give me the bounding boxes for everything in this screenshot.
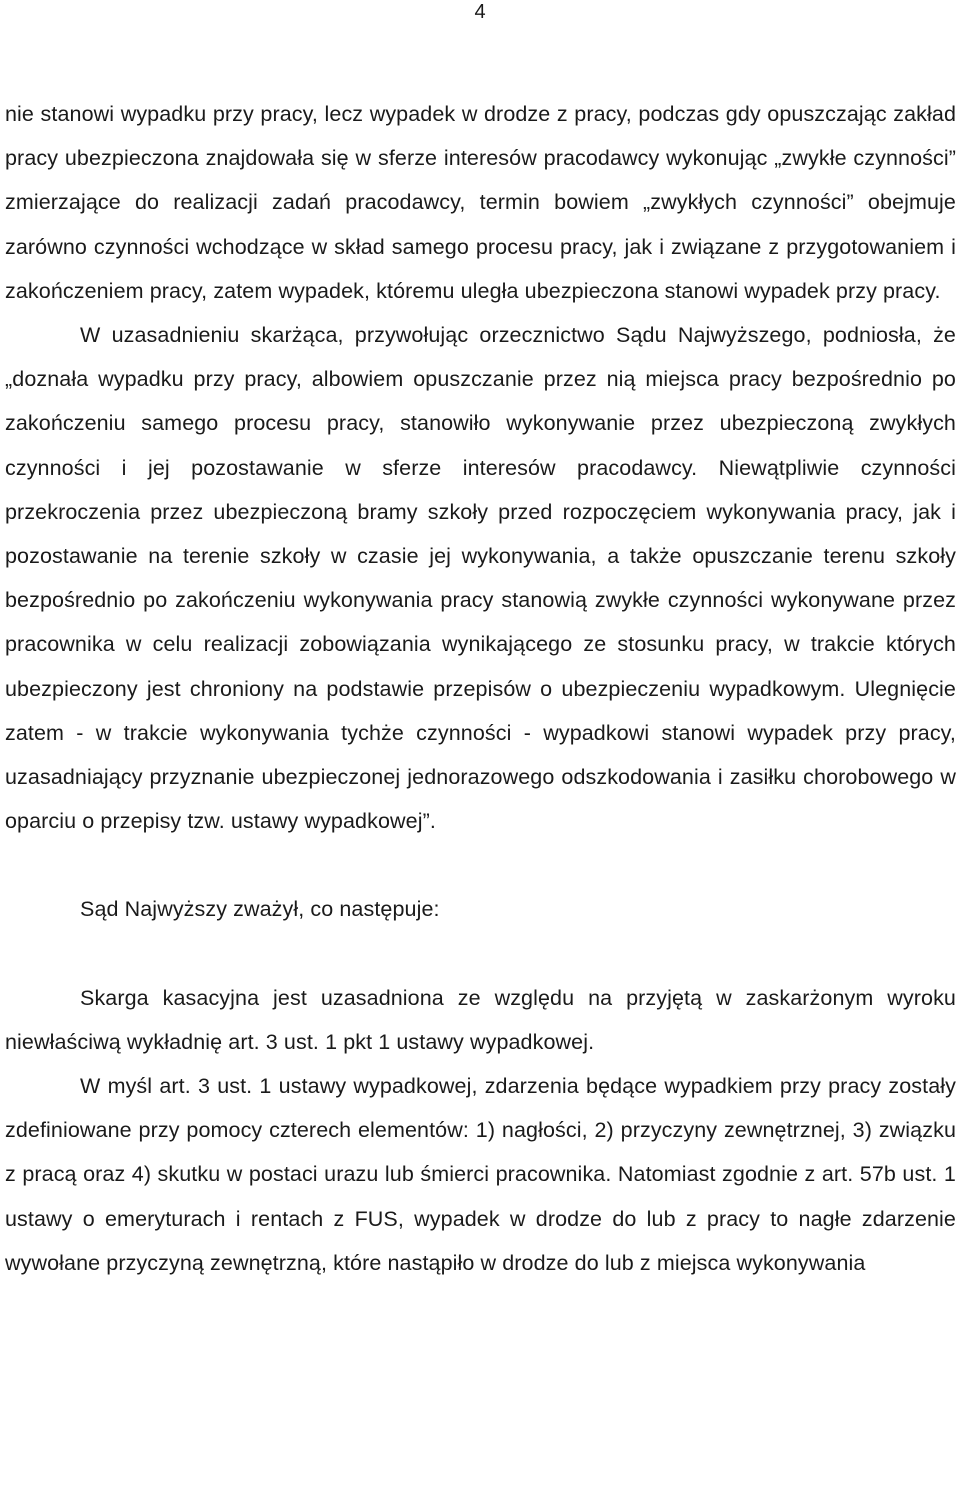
page-number: 4 xyxy=(474,1,486,23)
paragraph-4: W myśl art. 3 ust. 1 ustawy wypadkowej, zdarzenia będące wypadkiem przy pracy zostały zdefiniowane przy pomocy czterech elementów: 1) nagłości, 2) przyczyny zewnętrznej, 3) związku z pracą oraz 4) skutku w postaci urazu lub śmierci pracownika. Natomiast zgodnie z art. 57b ust. 1 ustawy o emeryturach i rentach z FUS, wypadek w drodze do lub z pracy to nagłe zdarzenie wywołane przyczyną zewnętrzną, które nastąpiło w drodze do lub z miejsca wykonywania xyxy=(5,1074,956,1275)
paragraph-spacer xyxy=(5,843,956,887)
section-heading: Sąd Najwyższy zważył, co następuje: xyxy=(80,897,440,922)
paragraph-2: W uzasadnieniu skarżąca, przywołując orzecznictwo Sądu Najwyższego, podniosła, że „doznała wypadku przy pracy, albowiem opuszczanie przez nią miejsca pracy bezpośrednio po zakończeniu samego procesu pracy, stanowiło wykonywanie przez ubezpieczoną zwykłych czynności i jej pozostawanie w sferze interesów pracodawcy. Niewątpliwie czynności przekroczenia przez ubezpieczoną bramy szkoły przed rozpoczęciem wykonywania pracy, jak i pozostawanie na terenie szkoły w czasie jej wykonywania, a także opuszczanie terenu szkoły bezpośrednio po zakończeniu wykonywania pracy stanowią zwykłe czynności wykonywane przez pracownika w celu realizacji zobowiązania wynikającego ze stosunku pracy, w trakcie których ubezpieczony jest chroniony na podstawie przepisów o ubezpieczeniu wypadkowym. Ulegnięcie zatem - w trakcie wykonywania tychże czynności - wypadkowi stanowi wypadek przy pracy, uzasadniający przyznanie ubezpieczonej jednorazowego odszkodowania i zasiłku chorobowego w oparciu o przepisy tzw. ustawy wypadkowej”. xyxy=(5,323,956,834)
paragraph-3: Skarga kasacyjna jest uzasadniona ze względu na przyjętą w zaskarżonym wyroku niewłaściwą wykładnię art. 3 ust. 1 pkt 1 ustawy wypadkowej. xyxy=(5,985,956,1054)
document-body xyxy=(5,92,956,1285)
paragraph-spacer xyxy=(5,932,956,976)
paragraph-1: nie stanowi wypadku przy pracy, lecz wypadek w drodze z pracy, podczas gdy opuszczając zakład pracy ubezpieczona znajdowała się w sferze interesów pracodawcy wykonując „zwykłe czynności” zmierzające do realizacji zadań pracodawcy, termin bowiem „zwykłych czynności” obejmuje zarówno czynności wchodzące w skład samego procesu pracy, jak i związane z przygotowaniem i zakończeniem pracy, zatem wypadek, któremu uległa ubezpieczona stanowi wypadek przy pracy. xyxy=(5,102,956,303)
